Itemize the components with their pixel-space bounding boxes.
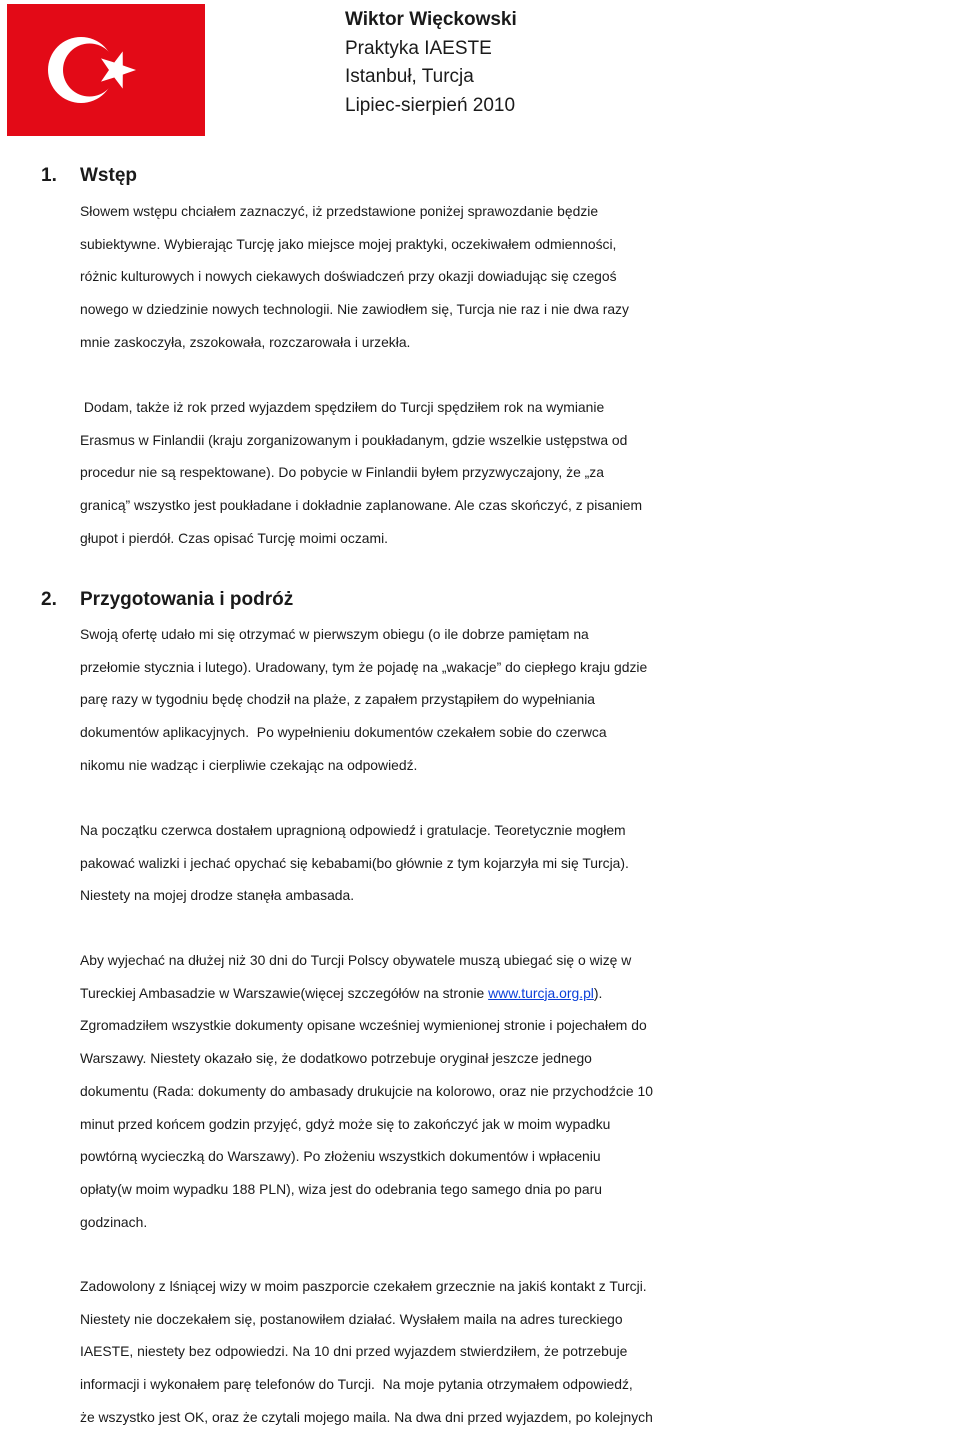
embassy-website-link[interactable]: www.turcja.org.pl xyxy=(488,984,594,1001)
paragraph-offer xyxy=(80,618,960,782)
text-line: Zadowolony z lśniącej wizy w moim paszporcie czekałem grzecznie na jakiś kontakt z Turcji. xyxy=(80,1278,647,1294)
text-fragment: Tureckiej Ambasadzie w Warszawie(więcej szczegółów na stronie xyxy=(80,984,489,1001)
text-line: Niestety na mojej drodze stanęła ambasada. xyxy=(80,887,355,904)
section-heading-intro xyxy=(41,165,137,187)
text-line: nowego w dziedzinie nowych technologii. Nie zawiodłem się, Turcja nie raz i nie dwa razy xyxy=(80,301,629,318)
location: Istanbuł, Turcja xyxy=(345,66,474,87)
text-line: powtórną wycieczką do Warszawy). Po złożeniu wszystkich dokumentów i wpłaceniu xyxy=(80,1148,601,1165)
text-line: parę razy w tygodniu będę chodził na plaże, z zapałem przystąpiłem do wypełniania xyxy=(80,691,596,708)
period: Lipiec-sierpień 2010 xyxy=(345,94,516,116)
paragraph-contact xyxy=(80,1270,960,1434)
author-name: Wiktor Więckowski xyxy=(345,9,517,30)
text-line: opłaty(w moim wypadku 188 PLN), wiza jest do odebrania tego samego dnia po paru xyxy=(80,1180,602,1197)
section-number: 2. xyxy=(41,589,57,610)
text-fragment: ). xyxy=(593,984,603,1001)
text-line: IAESTE, niestety bez odpowiedzi. Na 10 dni przed wyjazdem stwierdziłem, że potrzebuje xyxy=(80,1343,628,1360)
text-line: nikomu nie wadząc i cierpliwie czekając na odpowiedź. xyxy=(80,756,418,773)
text-line-with-link xyxy=(80,977,960,1010)
text-line: przełomie stycznia i lutego). Uradowany, tym że pojadę na „wakacje” do ciepłego kraju gdzie xyxy=(80,658,648,675)
text-line: Erasmus w Finlandii (kraju zorganizowanym i poukładanym, gdzie wszelkie ustępstwa od xyxy=(80,431,628,448)
text-line: Warszawy. Niestety okazało się, że dodatkowo potrzebuje oryginał jeszcze jednego xyxy=(80,1050,592,1067)
section-number: 1. xyxy=(41,165,57,186)
program-name: Praktyka IAESTE xyxy=(345,37,492,59)
text-line: że wszystko jest OK, oraz że czytali mojego maila. Na dwa dni przed wyjazdem, po kolejnych xyxy=(80,1408,653,1425)
paragraph-visa xyxy=(80,944,960,1238)
turkish-flag xyxy=(7,4,205,136)
text-line: granicą” wszystko jest poukładane i dokładnie zaplanowane. Ale czas skończyć, z pisaniem xyxy=(80,497,643,514)
text-line: subiektywne. Wybierając Turcję jako miejsce mojej praktyki, oczekiwałem odmienności, xyxy=(80,235,617,252)
section-title: Przygotowania i podróż xyxy=(80,589,294,610)
section-heading-preparations xyxy=(41,589,293,611)
crescent-inner xyxy=(63,44,116,97)
text-line: mnie zaskoczyła, zszokowała, rozczarowała i urzekła. xyxy=(80,333,411,350)
text-line: pakować walizki i jechać opychać się kebabami(bo głównie z tym kojarzyła mi się Turcja). xyxy=(80,854,629,871)
text-line: Niestety nie doczekałem się, postanowiłem działać. Wysłałem maila na adres tureckiego xyxy=(80,1310,623,1327)
text-line: godzinach. xyxy=(80,1213,148,1230)
paragraph-erasmus xyxy=(80,391,960,555)
text-line: Słowem wstępu chciałem zaznaczyć, iż przedstawione poniżej sprawozdanie będzie xyxy=(80,203,599,219)
paragraph-intro xyxy=(80,195,960,359)
text-line: informacji i wykonałem parę telefonów do Turcji. Na moje pytania otrzymałem odpowiedź, xyxy=(80,1376,633,1393)
text-line: minut przed końcem godzin przyjęć, gdyż może się to zakończyć jak w moim wypadku xyxy=(80,1115,611,1132)
text-line: Aby wyjechać na dłużej niż 30 dni do Turcji Polscy obywatele muszą ubiegać się o wizę w xyxy=(80,952,632,968)
text-line: Swoją ofertę udało mi się otrzymać w pierwszym obiegu (o ile dobrze pamiętam na xyxy=(80,626,589,642)
text-line: Zgromadziłem wszystkie dokumenty opisane wcześniej wymienionej stronie i pojechałem do xyxy=(80,1017,647,1034)
text-line: dokumentu (Rada: dokumenty do ambasady drukujcie na kolorowo, oraz nie przychodźcie 10 xyxy=(80,1082,653,1099)
text-line: Na początku czerwca dostałem upragnioną odpowiedź i gratulacje. Teoretycznie mogłem xyxy=(80,822,626,838)
document-header xyxy=(345,6,517,120)
text-line: różnic kulturowych i nowych ciekawych doświadczeń przy okazji dowiadując się czegoś xyxy=(80,268,617,285)
text-line: procedur nie są respektowane). Do pobycie w Finlandii byłem przyzwyczajony, że „za xyxy=(80,464,604,481)
text-line: Dodam, także iż rok przed wyjazdem spędziłem do Turcji spędziłem rok na wymianie xyxy=(80,399,605,415)
section-title: Wstęp xyxy=(80,165,137,186)
text-line: dokumentów aplikacyjnych. Po wypełnieniu dokumentów czekałem sobie do czerwca xyxy=(80,724,607,741)
text-line: głupot i pierdół. Czas opisać Turcję moimi oczami. xyxy=(80,529,389,546)
paragraph-congratulations xyxy=(80,814,960,912)
